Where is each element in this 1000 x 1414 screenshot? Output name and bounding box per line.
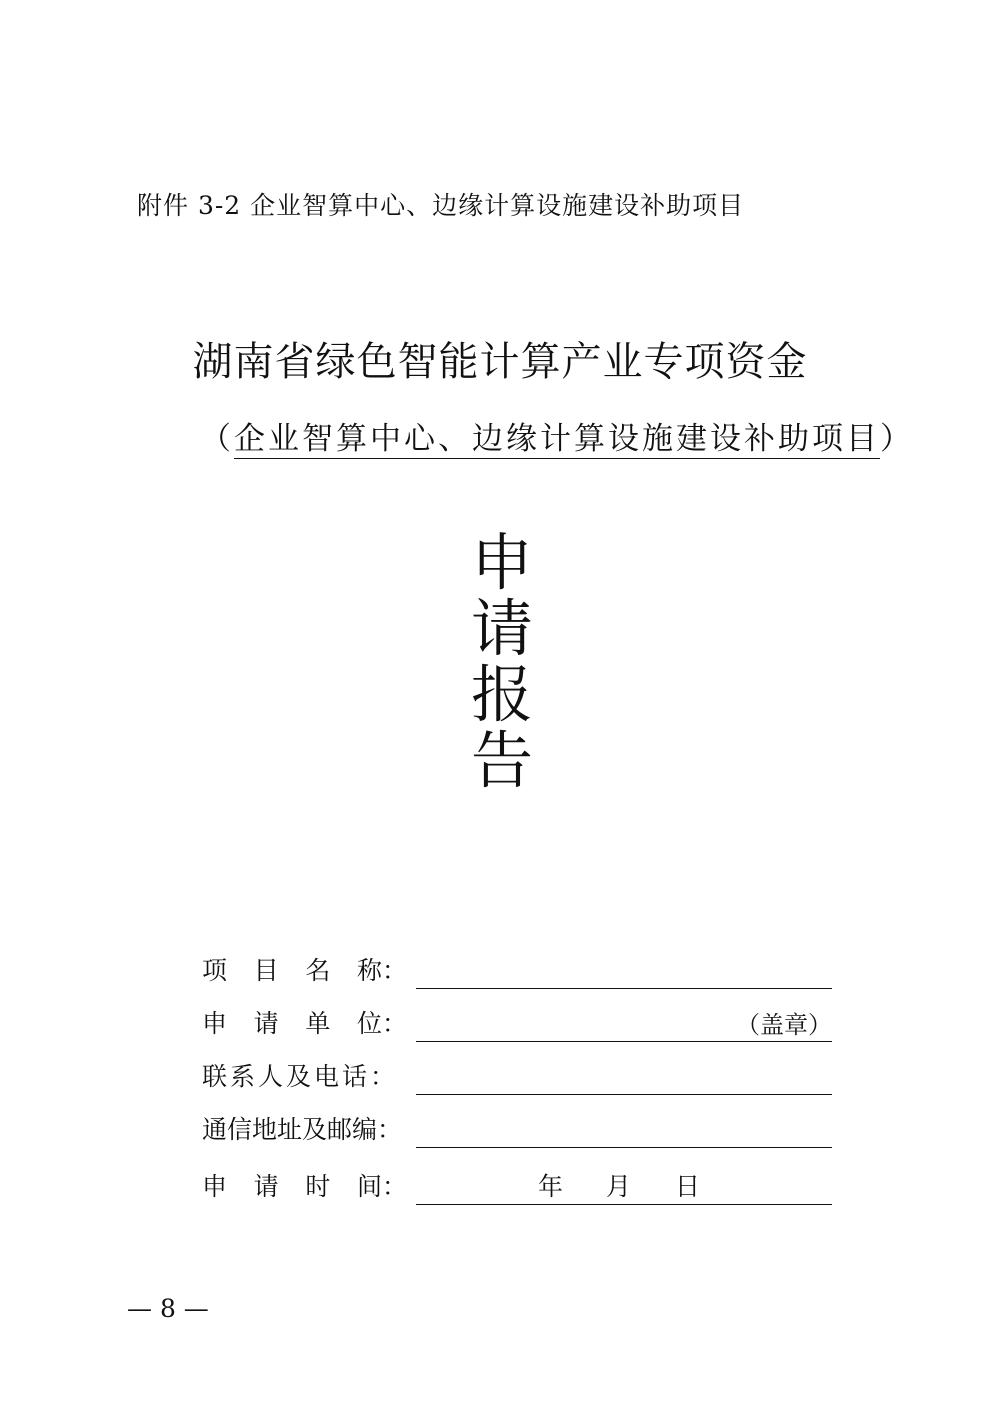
label-char: 单 <box>305 1009 331 1038</box>
month-label: 月 <box>606 1172 632 1201</box>
apply-time-label <box>202 1167 407 1203</box>
label-char: 名 <box>305 956 331 985</box>
applicant-label <box>202 1004 407 1040</box>
report-title-char: 告 <box>470 724 533 797</box>
seal-note: （盖章） <box>736 1011 832 1039</box>
report-title <box>470 526 534 797</box>
report-title-char: 报 <box>470 658 533 731</box>
address-field[interactable] <box>416 1147 832 1148</box>
label-char: 称： <box>356 956 407 985</box>
form-row-address <box>202 1108 832 1148</box>
form-row-project-name <box>202 949 832 989</box>
subtitle-open-paren: （ <box>200 421 234 457</box>
form-row-contact <box>202 1055 832 1095</box>
label-char: 请 <box>253 1172 279 1201</box>
project-name-label <box>202 951 407 987</box>
contact-label: 联系人及电话： <box>202 1062 399 1091</box>
label-char: 位： <box>356 1009 407 1038</box>
form-row-applicant <box>202 1002 832 1042</box>
label-char: 时 <box>305 1172 331 1201</box>
document-title: 湖南省绿色智能计算产业专项资金 <box>192 339 808 385</box>
label-char: 请 <box>253 1009 279 1038</box>
year-label: 年 <box>538 1172 564 1201</box>
report-title-char: 申 <box>470 526 533 599</box>
report-title-char: 请 <box>470 592 533 665</box>
form-row-apply-time <box>202 1165 832 1205</box>
label-char: 申 <box>202 1009 228 1038</box>
document-subtitle <box>200 413 914 458</box>
apply-time-field[interactable] <box>416 1204 832 1205</box>
contact-field[interactable] <box>416 1094 832 1095</box>
project-name-field[interactable] <box>416 988 832 989</box>
label-char: 申 <box>202 1172 228 1201</box>
address-label: 通信地址及邮编： <box>202 1115 403 1144</box>
attachment-label: 附件 3-2 企业智算中心、边缘计算设施建设补助项目 <box>137 191 745 220</box>
subtitle-text: 企业智算中心、边缘计算设施建设补助项目 <box>234 421 880 457</box>
page-number: — 8 — <box>127 1294 209 1323</box>
day-label: 日 <box>675 1172 701 1201</box>
subtitle-close-paren: ） <box>880 421 914 457</box>
label-char: 项 <box>202 956 228 985</box>
label-char: 间： <box>356 1172 407 1201</box>
label-char: 目 <box>253 956 279 985</box>
applicant-field[interactable] <box>416 1041 832 1042</box>
